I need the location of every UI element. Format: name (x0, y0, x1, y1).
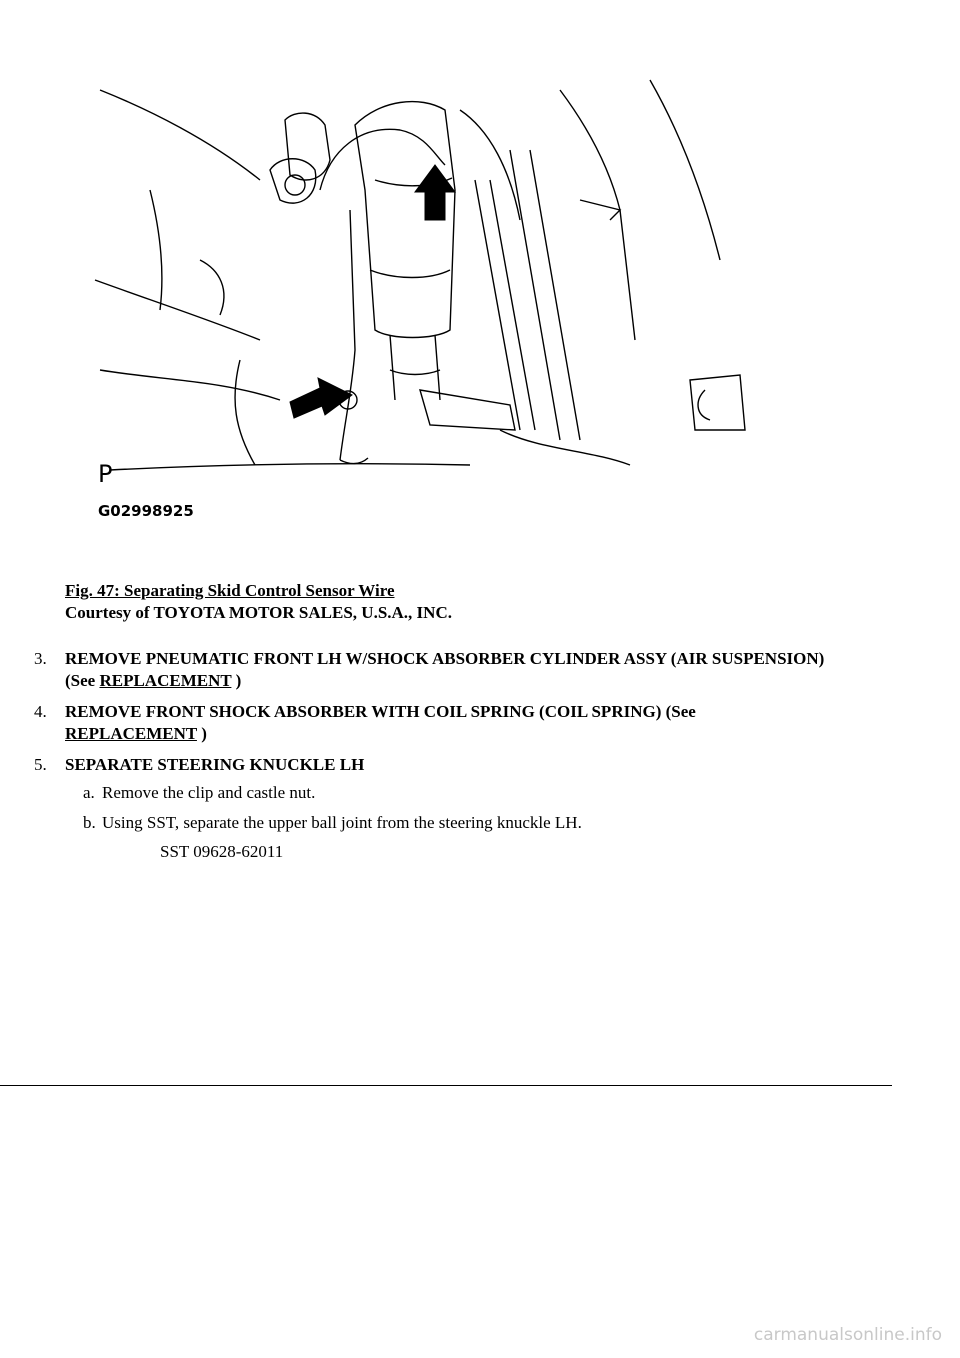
step-number: 4. (34, 702, 47, 721)
figure-title[interactable]: Fig. 47: Separating Skid Control Sensor Wire (65, 581, 395, 600)
page-divider (0, 1085, 892, 1086)
figure-caption (65, 580, 452, 624)
step-text: REMOVE PNEUMATIC FRONT LH W/SHOCK ABSORBER CYLINDER ASSY (AIR SUSPENSION) (See (65, 649, 825, 690)
substep-text: Using SST, separate the upper ball joint from the steering knuckle LH. (102, 813, 582, 832)
step-5 (34, 754, 834, 863)
step-4 (34, 701, 834, 745)
procedure-steps (34, 648, 834, 872)
step-text-close: ) (201, 724, 207, 743)
substep-text: Remove the clip and castle nut. (102, 783, 316, 802)
substep-a (83, 782, 834, 804)
shock-absorber-diagram (90, 70, 750, 530)
arrow-up-icon (415, 165, 455, 220)
figure-illustration (90, 70, 750, 530)
step-number: 3. (34, 649, 47, 668)
step-text-close: ) (235, 671, 242, 690)
figure-courtesy: Courtesy of TOYOTA MOTOR SALES, U.S.A., INC. (65, 603, 452, 622)
arrow-right-icon (290, 378, 352, 418)
sst-number: SST 09628-62011 (160, 842, 284, 861)
step-text: REMOVE FRONT SHOCK ABSORBER WITH COIL SPRING (COIL SPRING) (See (65, 702, 696, 721)
step-number: 5. (34, 755, 47, 774)
substep-b (83, 812, 834, 834)
figure-code: G02998925 (98, 502, 194, 520)
step-3 (34, 648, 834, 692)
replacement-link[interactable]: REPLACEMENT (99, 671, 232, 690)
substeps (65, 782, 834, 863)
substep-letter: a. (83, 783, 95, 802)
figure-label-p: P (98, 460, 113, 488)
substep-letter: b. (83, 813, 96, 832)
step-text: SEPARATE STEERING KNUCKLE LH (65, 755, 365, 774)
watermark: carmanualsonline.info (753, 1325, 942, 1345)
replacement-link[interactable]: REPLACEMENT (65, 724, 197, 743)
